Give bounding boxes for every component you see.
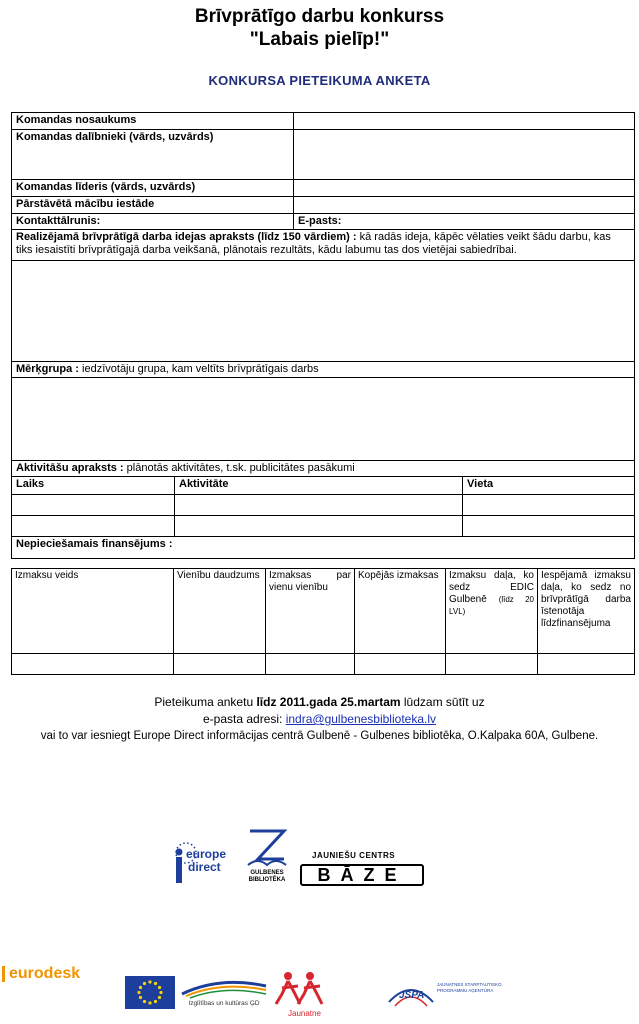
swoosh-icon (180, 976, 268, 1000)
field-team-members[interactable] (294, 130, 635, 180)
gulbenes-biblioteka-logo (244, 829, 290, 887)
finance-row (12, 654, 635, 675)
fin-col-units: Vienību daudzums (174, 569, 266, 654)
field-time[interactable] (12, 495, 175, 516)
finance-header-row (12, 569, 635, 654)
fin-col-cofinancing: Iespējamā izmaksu daļa, ko sedz no brīvprātīgā darba īstenotāja līdzfinansējuma (538, 569, 635, 654)
eurodesk-wordmark: eurodesk (9, 965, 81, 982)
jspa-wordmark: JSPA (399, 990, 425, 1001)
label-team-name: Komandas nosaukums (12, 113, 294, 130)
fin-field-unit-cost[interactable] (266, 654, 355, 675)
label-email[interactable]: E-pasts: (294, 214, 635, 230)
label-target-group: Mērķgrupa : (16, 363, 79, 375)
baze-caption: JAUNIEŠU CENTRS (312, 851, 396, 860)
field-team-leader[interactable] (294, 180, 635, 197)
fin-field-edic-share[interactable] (446, 654, 538, 675)
col-header-place: Vieta (463, 477, 635, 495)
form-row-target-field (12, 378, 635, 461)
form-row-target-heading (12, 362, 635, 378)
field-school[interactable] (294, 197, 635, 214)
target-group-hint: iedzīvotāju grupa, kam veltīts brīvprātīgais darbs (82, 363, 319, 375)
activities-row (12, 516, 635, 537)
form-row-team-leader (12, 180, 635, 197)
footer-deadline-prefix: Pieteikuma anketu (154, 695, 254, 709)
label-team-leader: Komandas līderis (vārds, uzvārds) (12, 180, 294, 197)
fin-field-total[interactable] (355, 654, 446, 675)
form-subtitle: KONKURSA PIETEIKUMA ANKETA (208, 73, 431, 88)
izglitibas-kulturas-logo (180, 976, 268, 1012)
europe-direct-word-1: europe (186, 847, 227, 861)
form-row-school (12, 197, 635, 214)
form-row-team-members (12, 130, 635, 180)
fin-field-type[interactable] (12, 654, 174, 675)
fin-field-units[interactable] (174, 654, 266, 675)
jspa-logo (385, 976, 505, 1012)
eurodesk-bar-icon (2, 966, 8, 984)
europe-direct-logo (174, 835, 236, 885)
fin-col-type: Izmaksu veids (12, 569, 174, 654)
footer-email-link[interactable]: indra@gulbenesbiblioteka.lv (285, 712, 436, 726)
footer-deadline-date: līdz 2011.gada 25.martam (256, 695, 401, 709)
field-target-group[interactable] (12, 378, 635, 461)
eu-flag-icon (125, 976, 175, 1009)
footer-deadline (0, 694, 639, 710)
eu-flag-logo (125, 976, 175, 1009)
field-team-name[interactable] (294, 113, 635, 130)
label-idea: Realizējamā brīvprātīgā darba idejas apraksts (līdz 150 vārdiem) : (16, 231, 357, 243)
form-row-activities-heading (12, 461, 635, 477)
form-row-idea-field (12, 261, 635, 362)
form-row-finance-heading (12, 537, 635, 559)
activities-row (12, 495, 635, 516)
label-school: Pārstāvētā mācību iestāde (12, 197, 294, 214)
col-header-time: Laiks (12, 477, 175, 495)
form-title-contest-name: "Labais pielīp!" (249, 29, 390, 50)
book-icon (244, 829, 290, 871)
field-activity[interactable] (175, 516, 463, 537)
footer-email-label: e-pasta adresi: (202, 712, 283, 726)
footer-email-line (0, 711, 639, 727)
europe-direct-word-2: direct (188, 860, 221, 874)
field-time[interactable] (12, 516, 175, 537)
label-team-members: Komandas dalībnieki (vārds, uzvārds) (12, 130, 294, 180)
fin-col-edic-limit: (līdz 20 LVL) (449, 595, 535, 616)
eurodesk-logo (2, 964, 112, 984)
jauniesu-centrs-baze-logo (298, 851, 426, 889)
target-heading-cell (12, 362, 635, 378)
jaunatne-caption: Jaunatne (288, 1009, 321, 1018)
field-place[interactable] (463, 495, 635, 516)
activities-hint: plānotās aktivitātes, t.sk. publicitātes pasākumi (126, 462, 355, 474)
baze-wordmark: BĀZE (300, 864, 424, 886)
izglitibas-caption: Izglītības un kultūras ĢD (188, 1000, 260, 1007)
fin-col-edic-share (446, 569, 538, 654)
gulbenes-word-1: GULBENES (250, 870, 284, 876)
footer-deadline-suffix: lūdzam sūtīt uz (403, 695, 485, 709)
field-place[interactable] (463, 516, 635, 537)
jaunatne-darbiba-logo (272, 970, 330, 1020)
idea-hint: kā radās ideja, kāpēc vēlaties veikt šādu darbu, kas tiks iesaistīti brīvprātīgajā darba veikšanā, plānotais rezultāts, kādu labumu tas dos vietējai sabiedrībai. (16, 231, 611, 256)
application-form-table (11, 112, 635, 559)
fin-col-total: Kopējās izmaksas (355, 569, 446, 654)
form-title: Brīvprātīgo darbu konkurss (194, 6, 445, 27)
activities-heading-cell (12, 461, 635, 477)
form-row-contacts (12, 214, 635, 230)
gulbenes-word-2: BIBLIOTĒKA (248, 877, 286, 883)
figures-icon (272, 970, 330, 1008)
footer-address: vai to var iesniegt Europe Direct informācijas centrā Gulbenē - Gulbenes bibliotēka, O.Kalpaka 60A, Gulbene. (40, 730, 599, 742)
idea-heading-cell (12, 230, 635, 261)
activities-header-row (12, 477, 635, 495)
label-activities: Aktivitāšu apraksts : (16, 462, 124, 474)
finance-table (11, 568, 635, 675)
fin-col-edic-share-text: Izmaksu daļa, ko sedz EDIC Gulbenē (449, 570, 534, 605)
label-phone[interactable]: Kontakttālrunis: (12, 214, 294, 230)
col-header-activity: Aktivitāte (175, 477, 463, 495)
field-activity[interactable] (175, 495, 463, 516)
jspa-caption: JAUNATNES STARPTAUTISKO PROGRAMMU AĢENTŪRA (437, 982, 502, 993)
label-finance: Nepieciešamais finansējums : (12, 537, 635, 559)
fin-field-cofinancing[interactable] (538, 654, 635, 675)
field-idea[interactable] (12, 261, 635, 362)
fin-col-unit-cost: Izmaksas par vienu vienību (266, 569, 355, 654)
form-row-idea-heading (12, 230, 635, 261)
form-row-team-name (12, 113, 635, 130)
